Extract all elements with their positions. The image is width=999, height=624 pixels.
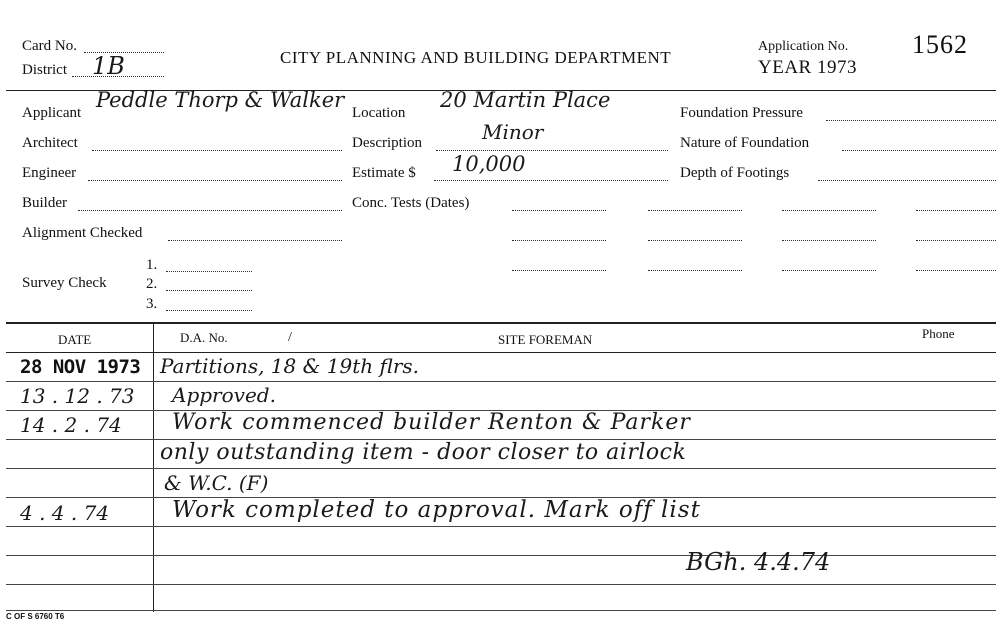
department-title: CITY PLANNING AND BUILDING DEPARTMENT [280, 48, 672, 67]
district-label: District [22, 62, 67, 78]
builder-line [78, 210, 342, 211]
conc-line-2c [782, 240, 876, 241]
engineer-label: Engineer [22, 165, 77, 181]
phone-header: Phone [922, 326, 955, 341]
location-label: Location [352, 105, 406, 121]
row-6-text: Work completed to approval. Mark off list [172, 497, 701, 523]
row-1-text: Partitions, 18 & 19th flrs. [160, 354, 420, 378]
row-2-date: 13 . 12 . 73 [20, 384, 135, 408]
card-no-label: Card No. [22, 38, 77, 54]
alignment-label: Alignment Checked [22, 225, 143, 241]
date-header: DATE [58, 332, 92, 347]
row-4-text: only outstanding item - door closer to airlock [160, 440, 687, 465]
row-6-date: 4 . 4 . 74 [20, 501, 110, 525]
nature-label: Nature of Foundation [680, 135, 810, 151]
row-line-8 [6, 584, 996, 585]
survey-1: 1. [146, 257, 158, 273]
conc-line-1b [648, 210, 742, 211]
architect-label: Architect [22, 135, 78, 151]
application-number: 1562 [912, 30, 968, 59]
row-line-6 [6, 526, 996, 527]
applicant-value: Peddle Thorp & Walker [96, 88, 345, 112]
builder-label: Builder [22, 195, 67, 211]
estimate-label: Estimate $ [352, 165, 416, 181]
depth-line [818, 180, 996, 181]
site-foreman-header: SITE FOREMAN [498, 332, 593, 347]
conc-line-1d [916, 210, 996, 211]
conc-line-1a [512, 210, 606, 211]
description-value: Minor [482, 120, 544, 144]
survey-2-line [166, 290, 252, 291]
row-5-text: & W.C. (F) [164, 471, 269, 495]
applicant-label: Applicant [22, 105, 82, 121]
da-header: D.A. No. [180, 330, 228, 345]
alignment-line [168, 240, 342, 241]
foundation-pressure-line [826, 120, 996, 121]
conc-line-3b [648, 270, 742, 271]
conc-tests-label: Conc. Tests (Dates) [352, 195, 470, 211]
conc-line-3c [782, 270, 876, 271]
nature-line [842, 150, 996, 151]
row-line-9 [6, 610, 996, 611]
row-7-text: BGh. 4.4.74 [686, 548, 831, 576]
application-label: Application No. [758, 39, 849, 54]
estimate-line [434, 180, 668, 181]
engineer-line [88, 180, 342, 181]
conc-line-2a [512, 240, 606, 241]
table-top-line [6, 322, 996, 324]
foundation-pressure-label: Foundation Pressure [680, 105, 803, 121]
conc-line-3a [512, 270, 606, 271]
row-line-7 [6, 555, 996, 556]
row-2-text: Approved. [172, 383, 276, 407]
row-3-date: 14 . 2 . 74 [20, 413, 122, 437]
conc-line-3d [916, 270, 996, 271]
form-code: C OF S 6760 T6 [6, 612, 65, 621]
table-header-line [6, 352, 996, 353]
row-1-date: 28 NOV 1973 [20, 356, 141, 378]
conc-line-1c [782, 210, 876, 211]
row-line-1 [6, 381, 996, 382]
conc-line-2d [916, 240, 996, 241]
year-label: YEAR 1973 [758, 57, 857, 78]
description-label: Description [352, 135, 422, 151]
conc-line-2b [648, 240, 742, 241]
table-date-divider [153, 322, 154, 612]
survey-2: 2. [146, 276, 158, 292]
estimate-value: 10,000 [452, 152, 526, 176]
survey-3: 3. [146, 296, 158, 312]
row-3-text: Work commenced builder Renton & Parker [172, 410, 691, 435]
location-value: 20 Martin Place [440, 88, 611, 112]
survey-1-line [166, 271, 252, 272]
district-value: 1B [92, 52, 125, 80]
row-line-4 [6, 468, 996, 469]
description-line [436, 150, 668, 151]
survey-label: Survey Check [22, 275, 107, 291]
da-slash: / [288, 330, 292, 345]
architect-line [92, 150, 342, 151]
survey-3-line [166, 310, 252, 311]
depth-label: Depth of Footings [680, 165, 790, 181]
